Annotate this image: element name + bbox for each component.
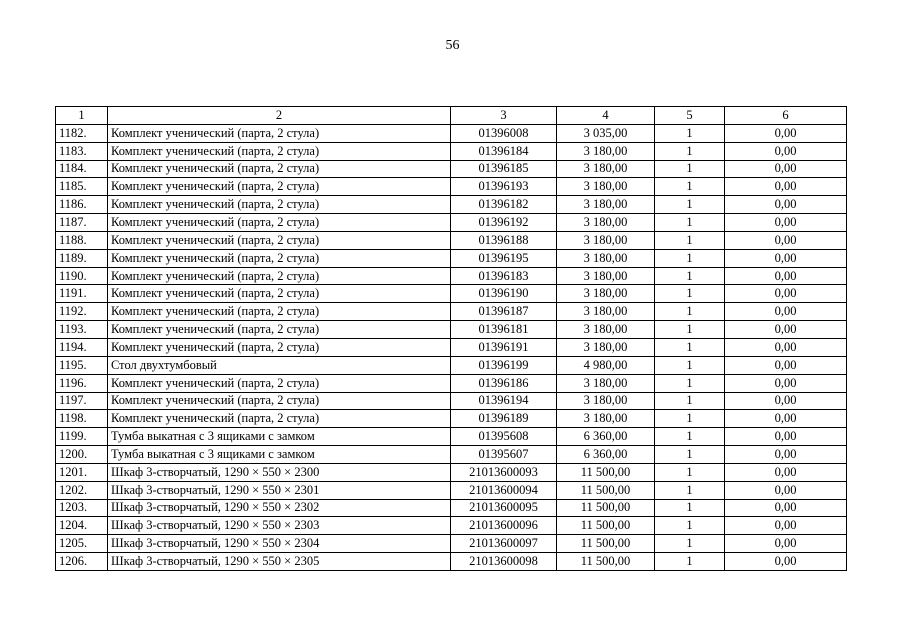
- inventory-code-cell: 01396186: [451, 374, 557, 392]
- item-name-cell: Шкаф 3-створчатый, 1290 × 550 × 2303: [108, 517, 451, 535]
- row-number-cell: 1194.: [56, 338, 108, 356]
- quantity-cell: 1: [655, 160, 725, 178]
- item-name-cell: Комплект ученический (парта, 2 стула): [108, 124, 451, 142]
- inventory-table: [55, 106, 847, 571]
- row-number-cell: 1206.: [56, 553, 108, 571]
- price-cell: 3 180,00: [557, 214, 655, 232]
- row-number-cell: 1196.: [56, 374, 108, 392]
- item-name-cell: Комплект ученический (парта, 2 стула): [108, 392, 451, 410]
- item-name-cell: Шкаф 3-створчатый, 1290 × 550 × 2305: [108, 553, 451, 571]
- residual-value-cell: 0,00: [725, 553, 847, 571]
- price-cell: 3 180,00: [557, 303, 655, 321]
- row-number-cell: 1203.: [56, 499, 108, 517]
- inventory-code-cell: 21013600096: [451, 517, 557, 535]
- price-cell: 11 500,00: [557, 463, 655, 481]
- table-row: [56, 303, 847, 321]
- item-name-cell: Комплект ученический (парта, 2 стула): [108, 321, 451, 339]
- row-number-cell: 1191.: [56, 285, 108, 303]
- table-row: [56, 410, 847, 428]
- table-row: [56, 160, 847, 178]
- price-cell: 6 360,00: [557, 428, 655, 446]
- quantity-cell: 1: [655, 124, 725, 142]
- price-cell: 3 035,00: [557, 124, 655, 142]
- inventory-code-cell: 01396191: [451, 338, 557, 356]
- item-name-cell: Комплект ученический (парта, 2 стула): [108, 231, 451, 249]
- column-header: 4: [557, 107, 655, 125]
- quantity-cell: 1: [655, 214, 725, 232]
- residual-value-cell: 0,00: [725, 249, 847, 267]
- row-number-cell: 1204.: [56, 517, 108, 535]
- table-row: [56, 446, 847, 464]
- table-row: [56, 374, 847, 392]
- residual-value-cell: 0,00: [725, 142, 847, 160]
- inventory-code-cell: 01396189: [451, 410, 557, 428]
- residual-value-cell: 0,00: [725, 231, 847, 249]
- item-name-cell: Шкаф 3-створчатый, 1290 × 550 × 2300: [108, 463, 451, 481]
- column-header: 6: [725, 107, 847, 125]
- residual-value-cell: 0,00: [725, 446, 847, 464]
- residual-value-cell: 0,00: [725, 321, 847, 339]
- quantity-cell: 1: [655, 374, 725, 392]
- residual-value-cell: 0,00: [725, 338, 847, 356]
- page-number: 56: [445, 38, 460, 53]
- price-cell: 3 180,00: [557, 285, 655, 303]
- price-cell: 11 500,00: [557, 535, 655, 553]
- residual-value-cell: 0,00: [725, 428, 847, 446]
- quantity-cell: 1: [655, 303, 725, 321]
- item-name-cell: Комплект ученический (парта, 2 стула): [108, 338, 451, 356]
- quantity-cell: 1: [655, 321, 725, 339]
- residual-value-cell: 0,00: [725, 214, 847, 232]
- inventory-code-cell: 01396185: [451, 160, 557, 178]
- price-cell: 3 180,00: [557, 267, 655, 285]
- table-row: [56, 463, 847, 481]
- residual-value-cell: 0,00: [725, 178, 847, 196]
- row-number-cell: 1192.: [56, 303, 108, 321]
- item-name-cell: Шкаф 3-створчатый, 1290 × 550 × 2302: [108, 499, 451, 517]
- quantity-cell: 1: [655, 285, 725, 303]
- inventory-code-cell: 01396193: [451, 178, 557, 196]
- inventory-code-cell: 01396195: [451, 249, 557, 267]
- residual-value-cell: 0,00: [725, 356, 847, 374]
- row-number-cell: 1186.: [56, 196, 108, 214]
- inventory-code-cell: 01396192: [451, 214, 557, 232]
- row-number-cell: 1195.: [56, 356, 108, 374]
- price-cell: 3 180,00: [557, 196, 655, 214]
- quantity-cell: 1: [655, 428, 725, 446]
- quantity-cell: 1: [655, 142, 725, 160]
- residual-value-cell: 0,00: [725, 463, 847, 481]
- inventory-code-cell: 01396184: [451, 142, 557, 160]
- price-cell: 3 180,00: [557, 142, 655, 160]
- inventory-code-cell: 01396190: [451, 285, 557, 303]
- item-name-cell: Шкаф 3-створчатый, 1290 × 550 × 2304: [108, 535, 451, 553]
- row-number-cell: 1198.: [56, 410, 108, 428]
- item-name-cell: Комплект ученический (парта, 2 стула): [108, 178, 451, 196]
- header-row: [56, 107, 847, 125]
- price-cell: 3 180,00: [557, 231, 655, 249]
- item-name-cell: Комплект ученический (парта, 2 стула): [108, 285, 451, 303]
- residual-value-cell: 0,00: [725, 392, 847, 410]
- inventory-code-cell: 01396194: [451, 392, 557, 410]
- price-cell: 3 180,00: [557, 160, 655, 178]
- price-cell: 3 180,00: [557, 338, 655, 356]
- table-row: [56, 285, 847, 303]
- residual-value-cell: 0,00: [725, 285, 847, 303]
- item-name-cell: Комплект ученический (парта, 2 стула): [108, 303, 451, 321]
- table-row: [56, 499, 847, 517]
- price-cell: 4 980,00: [557, 356, 655, 374]
- table-row: [56, 535, 847, 553]
- table-row: [56, 142, 847, 160]
- table-row: [56, 392, 847, 410]
- table-row: [56, 553, 847, 571]
- quantity-cell: 1: [655, 446, 725, 464]
- table-row: [56, 481, 847, 499]
- price-cell: 3 180,00: [557, 392, 655, 410]
- inventory-code-cell: 01396187: [451, 303, 557, 321]
- residual-value-cell: 0,00: [725, 196, 847, 214]
- item-name-cell: Стол двухтумбовый: [108, 356, 451, 374]
- price-cell: 3 180,00: [557, 321, 655, 339]
- quantity-cell: 1: [655, 481, 725, 499]
- quantity-cell: 1: [655, 338, 725, 356]
- item-name-cell: Комплект ученический (парта, 2 стула): [108, 142, 451, 160]
- price-cell: 3 180,00: [557, 374, 655, 392]
- inventory-code-cell: 01396182: [451, 196, 557, 214]
- quantity-cell: 1: [655, 535, 725, 553]
- item-name-cell: Комплект ученический (парта, 2 стула): [108, 214, 451, 232]
- item-name-cell: Тумба выкатная с 3 ящиками с замком: [108, 446, 451, 464]
- table-row: [56, 178, 847, 196]
- item-name-cell: Комплект ученический (парта, 2 стула): [108, 160, 451, 178]
- row-number-cell: 1202.: [56, 481, 108, 499]
- column-header: 2: [108, 107, 451, 125]
- residual-value-cell: 0,00: [725, 124, 847, 142]
- row-number-cell: 1187.: [56, 214, 108, 232]
- row-number-cell: 1197.: [56, 392, 108, 410]
- item-name-cell: Комплект ученический (парта, 2 стула): [108, 410, 451, 428]
- residual-value-cell: 0,00: [725, 160, 847, 178]
- residual-value-cell: 0,00: [725, 267, 847, 285]
- row-number-cell: 1205.: [56, 535, 108, 553]
- item-name-cell: Комплект ученический (парта, 2 стула): [108, 267, 451, 285]
- inventory-code-cell: 01396199: [451, 356, 557, 374]
- item-name-cell: Тумба выкатная с 3 ящиками с замком: [108, 428, 451, 446]
- row-number-cell: 1188.: [56, 231, 108, 249]
- price-cell: 11 500,00: [557, 481, 655, 499]
- inventory-code-cell: 01395607: [451, 446, 557, 464]
- table-row: [56, 231, 847, 249]
- quantity-cell: 1: [655, 392, 725, 410]
- quantity-cell: 1: [655, 249, 725, 267]
- row-number-cell: 1183.: [56, 142, 108, 160]
- price-cell: 11 500,00: [557, 517, 655, 535]
- quantity-cell: 1: [655, 178, 725, 196]
- quantity-cell: 1: [655, 267, 725, 285]
- quantity-cell: 1: [655, 463, 725, 481]
- price-cell: 11 500,00: [557, 499, 655, 517]
- inventory-code-cell: 21013600097: [451, 535, 557, 553]
- row-number-cell: 1199.: [56, 428, 108, 446]
- column-header: 1: [56, 107, 108, 125]
- price-cell: 3 180,00: [557, 249, 655, 267]
- table-row: [56, 321, 847, 339]
- row-number-cell: 1200.: [56, 446, 108, 464]
- row-number-cell: 1190.: [56, 267, 108, 285]
- table-row: [56, 124, 847, 142]
- residual-value-cell: 0,00: [725, 481, 847, 499]
- table-row: [56, 249, 847, 267]
- inventory-code-cell: 21013600093: [451, 463, 557, 481]
- item-name-cell: Комплект ученический (парта, 2 стула): [108, 374, 451, 392]
- row-number-cell: 1193.: [56, 321, 108, 339]
- row-number-cell: 1189.: [56, 249, 108, 267]
- residual-value-cell: 0,00: [725, 535, 847, 553]
- price-cell: 6 360,00: [557, 446, 655, 464]
- table-row: [56, 196, 847, 214]
- table-row: [56, 214, 847, 232]
- residual-value-cell: 0,00: [725, 303, 847, 321]
- inventory-code-cell: 01396181: [451, 321, 557, 339]
- residual-value-cell: 0,00: [725, 517, 847, 535]
- column-header: 5: [655, 107, 725, 125]
- price-cell: 3 180,00: [557, 410, 655, 428]
- inventory-code-cell: 21013600094: [451, 481, 557, 499]
- table-row: [56, 267, 847, 285]
- column-header: 3: [451, 107, 557, 125]
- row-number-cell: 1201.: [56, 463, 108, 481]
- item-name-cell: Комплект ученический (парта, 2 стула): [108, 196, 451, 214]
- inventory-code-cell: 21013600098: [451, 553, 557, 571]
- row-number-cell: 1182.: [56, 124, 108, 142]
- residual-value-cell: 0,00: [725, 410, 847, 428]
- item-name-cell: Шкаф 3-створчатый, 1290 × 550 × 2301: [108, 481, 451, 499]
- quantity-cell: 1: [655, 196, 725, 214]
- quantity-cell: 1: [655, 499, 725, 517]
- row-number-cell: 1185.: [56, 178, 108, 196]
- residual-value-cell: 0,00: [725, 499, 847, 517]
- table-row: [56, 517, 847, 535]
- inventory-code-cell: 21013600095: [451, 499, 557, 517]
- quantity-cell: 1: [655, 356, 725, 374]
- inventory-code-cell: 01396008: [451, 124, 557, 142]
- inventory-code-cell: 01395608: [451, 428, 557, 446]
- quantity-cell: 1: [655, 231, 725, 249]
- row-number-cell: 1184.: [56, 160, 108, 178]
- inventory-code-cell: 01396188: [451, 231, 557, 249]
- residual-value-cell: 0,00: [725, 374, 847, 392]
- quantity-cell: 1: [655, 410, 725, 428]
- table-body: [56, 107, 847, 571]
- quantity-cell: 1: [655, 553, 725, 571]
- table-row: [56, 338, 847, 356]
- table-row: [56, 428, 847, 446]
- price-cell: 3 180,00: [557, 178, 655, 196]
- price-cell: 11 500,00: [557, 553, 655, 571]
- table-row: [56, 356, 847, 374]
- item-name-cell: Комплект ученический (парта, 2 стула): [108, 249, 451, 267]
- inventory-code-cell: 01396183: [451, 267, 557, 285]
- quantity-cell: 1: [655, 517, 725, 535]
